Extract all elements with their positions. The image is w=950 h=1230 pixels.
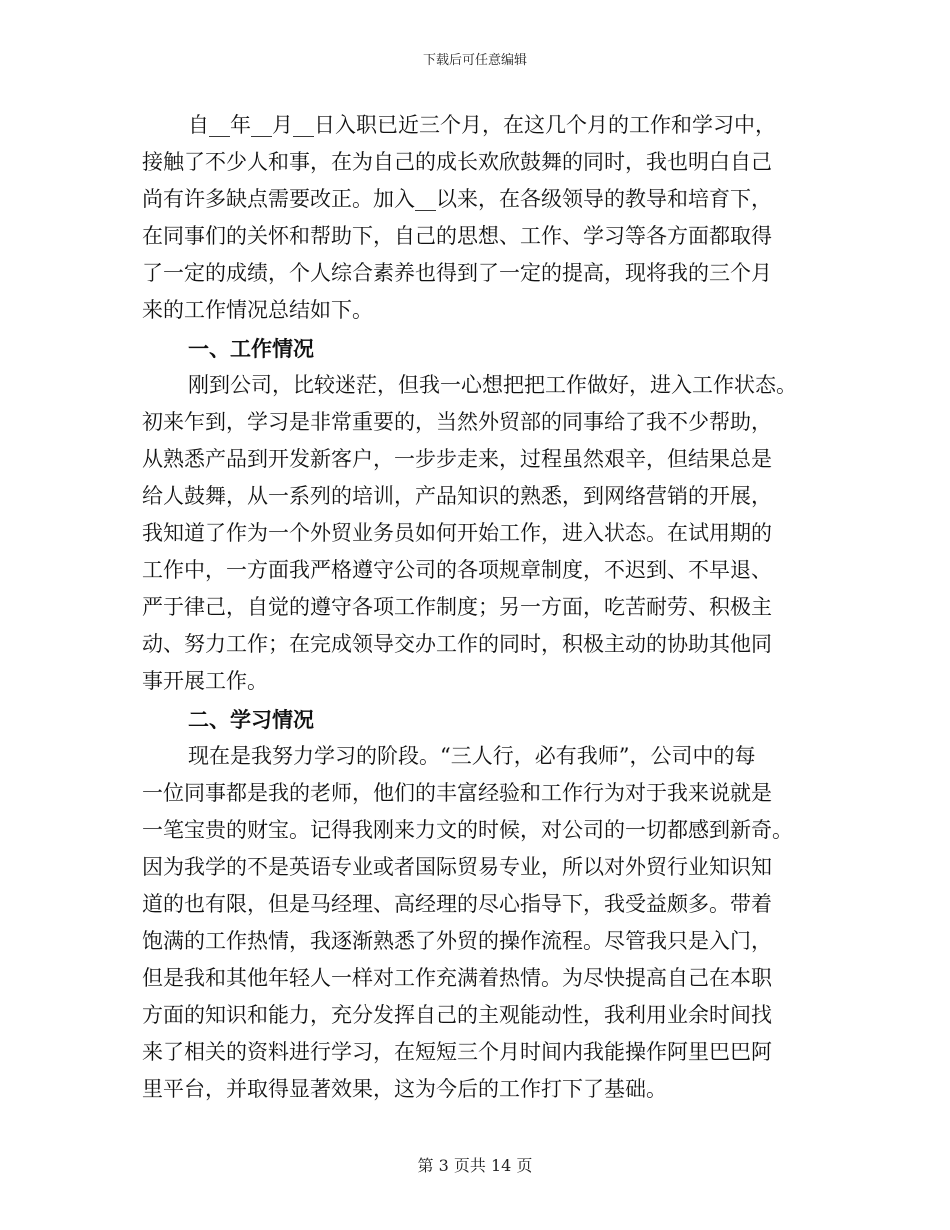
paragraph-line: 道的也有限，但是马经理、高经理的尽心指导下，我受益颇多。带着: [142, 891, 772, 916]
paragraph-line: 给人鼓舞，从一系列的培训，产品知识的熟悉，到网络营销的开展，: [142, 483, 772, 508]
paragraph-line: 从熟悉产品到开发新客户，一步步走来，过程虽然艰辛，但结果总是: [142, 446, 772, 471]
paragraph-line: 我知道了作为一个外贸业务员如何开始工作，进入状态。在试用期的: [142, 521, 772, 546]
paragraph-line: 在同事们的关怀和帮助下，自己的思想、工作、学习等各方面都取得: [142, 224, 772, 249]
paragraph-line: 方面的知识和能力，充分发挥自己的主观能动性，我利用业余时间找: [142, 1003, 772, 1028]
page-number: 第 3 页共 14 页: [417, 1156, 533, 1175]
document-body: [142, 107, 802, 1109]
section-heading-work: 一、工作情况: [188, 335, 314, 361]
section-heading-study: 二、学习情况: [188, 706, 314, 732]
page-header-note: 下载后可任意编辑: [422, 53, 527, 68]
paragraph-line: 里平台，并取得显著效果，这为今后的工作打下了基础。: [142, 1077, 667, 1102]
paragraph-line: 现在是我努力学习的阶段。“三人行，必有我师”，公司中的每: [188, 743, 756, 768]
paragraph-line: 自__年__月__日入职已近三个月，在这几个月的工作和学习中，: [188, 113, 776, 137]
paragraph-line: 事开展工作。: [142, 669, 268, 694]
paragraph-line: 饱满的工作热情，我逐渐熟悉了外贸的操作流程。尽管我只是入门，: [142, 929, 772, 954]
paragraph-line: 因为我学的不是英语专业或者国际贸易专业，所以对外贸行业知识知: [142, 854, 772, 879]
paragraph-line: 初来乍到，学习是非常重要的，当然外贸部的同事给了我不少帮助，: [142, 409, 772, 434]
paragraph-line: 一位同事都是我的老师，他们的丰富经验和工作行为对于我来说就是: [142, 780, 772, 805]
paragraph-line: 接触了不少人和事，在为自己的成长欢欣鼓舞的同时，我也明白自己: [142, 150, 772, 175]
paragraph-line: 工作中，一方面我严格遵守公司的各项规章制度，不迟到、不早退、: [142, 558, 772, 583]
paragraph-line: 严于律己，自觉的遵守各项工作制度；另一方面，吃苦耐劳、积极主: [142, 595, 772, 620]
paragraph-line: 来的工作情况总结如下。: [142, 298, 373, 323]
paragraph-line: 动、努力工作；在完成领导交办工作的同时，积极主动的协助其他同: [142, 632, 772, 657]
paragraph-line: 来了相关的资料进行学习，在短短三个月时间内我能操作阿里巴巴阿: [142, 1040, 772, 1065]
paragraph-line: 尚有许多缺点需要改正。加入__以来，在各级领导的教导和培育下，: [142, 187, 772, 212]
paragraph-line: 了一定的成绩，个人综合素养也得到了一定的提高，现将我的三个月: [142, 261, 772, 286]
paragraph-line: 一笔宝贵的财宝。记得我刚来力文的时候，对公司的一切都感到新奇。: [142, 817, 793, 842]
paragraph-line: 但是我和其他年轻人一样对工作充满着热情。为尽快提高自己在本职: [142, 966, 772, 991]
paragraph-line: 刚到公司，比较迷茫，但我一心想把把工作做好，进入工作状态。: [188, 372, 797, 397]
